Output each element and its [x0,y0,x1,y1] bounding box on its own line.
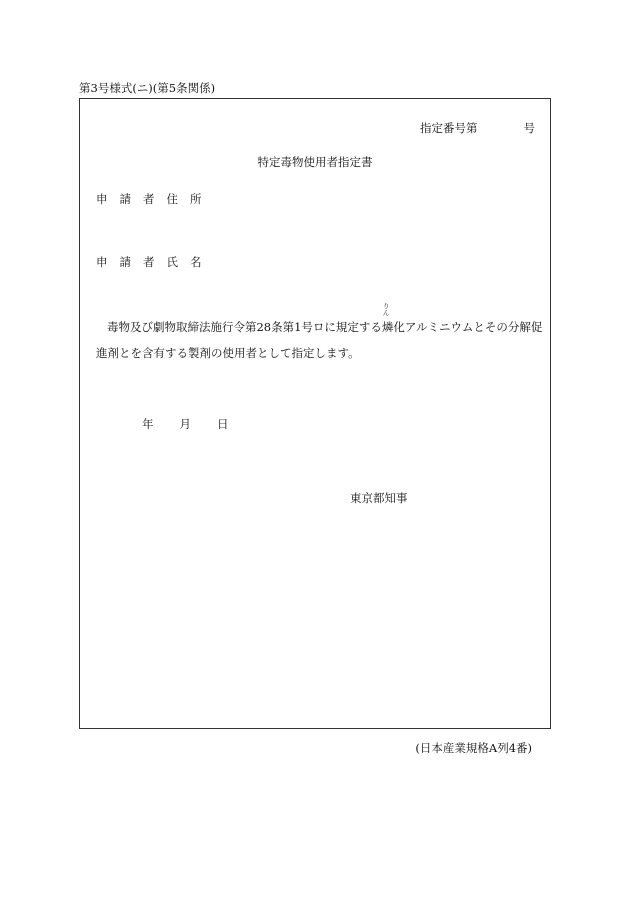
ruby-base: 燐 [381,320,394,334]
paper-size-note: (日本産業規格A列4番) [415,741,532,755]
date-day: 日 [217,417,229,431]
form-number-label: 第3号様式(ニ)(第5条関係) [79,81,216,95]
ruby-reading: りん [382,302,391,317]
designation-suffix: 号 [523,121,535,135]
statement-part-2: 化アルミニウムとその分解促進剤とを含有する製剤の使用者として指定します。 [96,320,543,360]
certificate-frame [79,98,551,729]
date-line [142,416,229,432]
designation-prefix: 指定番号第 [420,121,478,135]
designation-statement [96,302,548,366]
document-title: 特定毒物使用者指定書 [257,155,373,169]
applicant-address-label: 申 請 者 住 所 [96,192,202,206]
statement-part-1: 毒物及び劇物取締法施行令第28条第1号ロに規定する [106,320,382,334]
designation-number [420,120,535,136]
ruby-char [381,302,394,340]
date-month: 月 [179,417,191,431]
applicant-name-label: 申 請 者 氏 名 [96,255,202,269]
date-year: 年 [142,417,154,431]
issuer-name: 東京都知事 [350,491,408,505]
